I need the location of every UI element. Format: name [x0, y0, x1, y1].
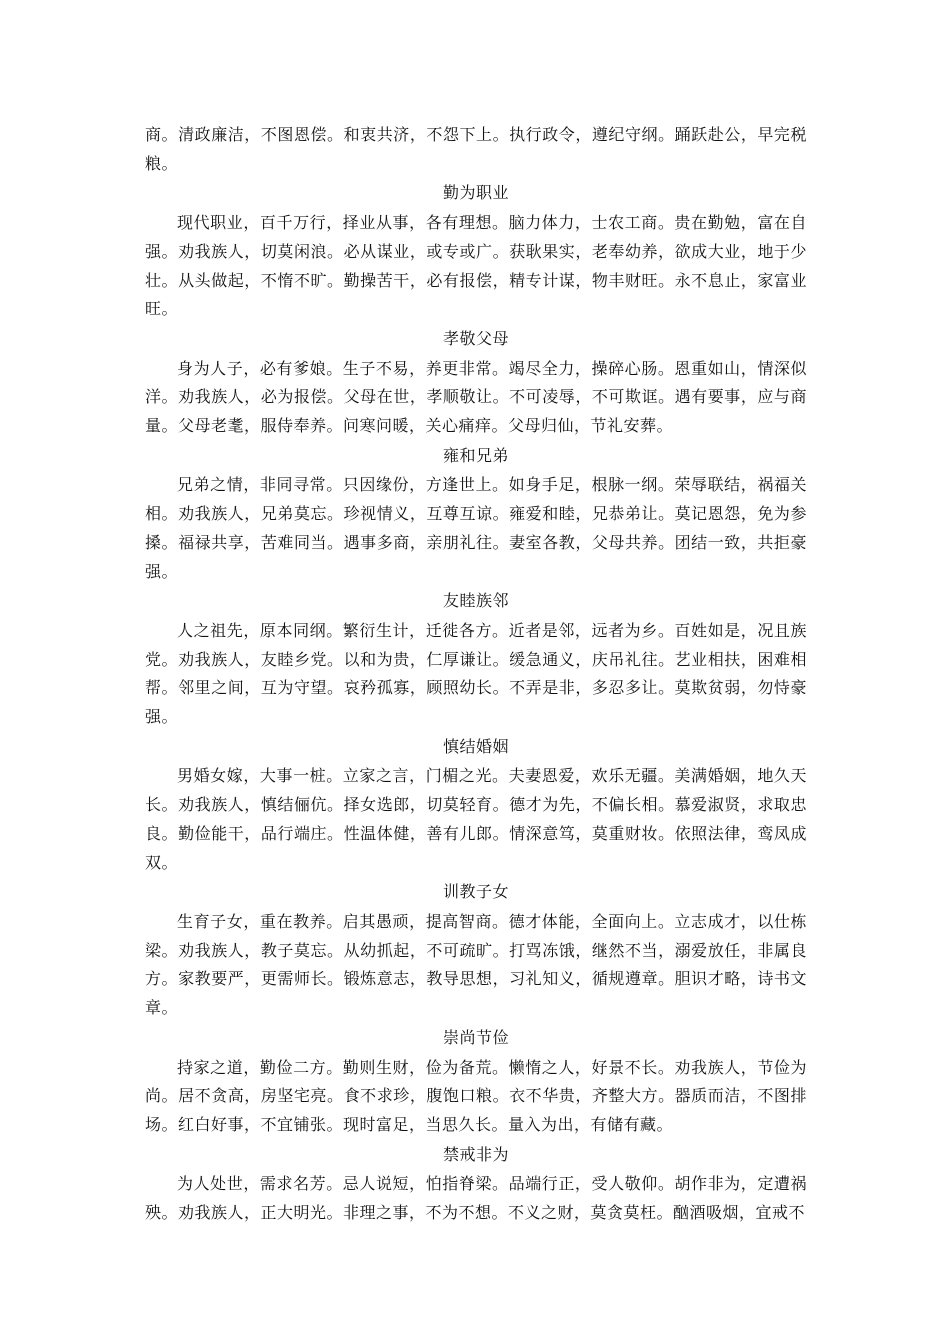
section-shenjie-hunyin: [145, 732, 807, 878]
section-title: 崇尚节俭: [442, 1027, 509, 1047]
document-page: [145, 121, 807, 1228]
section-body: 兄弟之情，非同寻常。只因缘份，方逢世上。如身手足，根脉一纲。荣辱联结，祸福关相。劝我族人，兄弟莫忘。珍视情义，互尊互谅。雍爱和睦，兄恭弟让。莫记恩怨，免为参搡。福禄共享，苦难同当。遇事多商，亲朋礼往。妻室各教，父母共养。团结一致，共拒豪强。: [145, 475, 807, 581]
section-xiaojing-fumu: [145, 324, 807, 441]
section-title: 禁戒非为: [442, 1144, 509, 1164]
section-title: 慎结婚姻: [442, 736, 509, 756]
section-qinwei-zhiye: [145, 178, 807, 324]
section-body: 男婚女嫁，大事一桩。立家之言，门楣之光。夫妻恩爱，欢乐无疆。美满婚姻，地久天长。劝我族人，慎结俪伉。择女选郎，切莫轻育。德才为先，不偏长相。慕爱淑贤，求取忠良。勤俭能干，品行端庄。性温体健，善有儿郎。情深意笃，莫重财妆。依照法律，鸾凤成双。: [145, 766, 807, 872]
section-jinjie-feiwei: [145, 1140, 807, 1228]
section-body: 为人处世，需求名芳。忌人说短，怕指脊梁。品端行正，受人敬仰。胡作非为，定遭祸殃。劝我族人，正大明光。非理之事，不为不想。不义之财，莫贪莫枉。酗酒吸烟，宜戒不: [145, 1174, 807, 1223]
section-body: 人之祖先，原本同纲。繁衍生计，迁徙各方。近者是邻，远者为乡。百姓如是，况且族党。劝我族人，友睦乡党。以和为贵，仁厚谦让。缓急通义，庆吊礼往。艺业相扶，困难相帮。邻里之间，互为守望。哀矜孤寡，顾照幼长。不弄是非，多忍多让。莫欺贫弱，勿恃豪强。: [145, 620, 807, 727]
intro-paragraph: 商。清政廉洁，不图恩偿。和衷共济，不怨下上。执行政令，遵纪守纲。踊跃赴公，早完税粮。: [145, 125, 807, 173]
section-chongshang-jiejian: [145, 1023, 807, 1140]
section-yonghe-xiongdi: [145, 441, 807, 587]
section-xunjiao-zinv: [145, 877, 807, 1023]
section-body: 持家之道，勤俭二方。勤则生财，俭为备荒。懒惰之人，好景不长。劝我族人，节俭为尚。居不贪高，房坚宅亮。食不求珍，腹饱口粮。衣不华贵，齐整大方。器质而洁，不图排场。红白好事，不宜铺张。现时富足，当思久长。量入为出，有储有藏。: [145, 1057, 807, 1134]
section-youmu-zulin: [145, 586, 807, 732]
section-body: 生育子女，重在教养。启其愚顽，提高智商。德才体能，全面向上。立志成才，以仕栋梁。劝我族人，教子莫忘。从幼抓起，不可疏旷。打骂冻饿，继然不当，溺爱放任，非属良方。家教要严，更需师长。锻炼意志，教导思想，习礼知义，循规遵章。胆识才略，诗书文章。: [145, 911, 807, 1018]
section-title: 友睦族邻: [442, 591, 509, 611]
section-body: 身为人子，必有爹娘。生子不易，养更非常。竭尽全力，操碎心肠。恩重如山，情深似洋。劝我族人，必为报偿。父母在世，孝顺敬让。不可凌辱，不可欺诓。遇有要事，应与商量。父母老耄，服侍奉养。问寒问暖，关心痛痒。父母归仙，节礼安葬。: [145, 358, 807, 436]
section-title: 雍和兄弟: [442, 445, 509, 465]
section-body: 现代职业，百千万行，择业从事，各有理想。脑力体力，士农工商。贵在勤勉，富在自强。劝我族人，切莫闲浪。必从谋业，或专或广。获耿果实，老奉幼养，欲成大业，地于少壮。从头做起，不惰不旷。勤操苦干，必有报偿，精专计谋，物丰财旺。永不息止，家富业旺。: [145, 213, 807, 319]
section-title: 勤为职业: [442, 183, 509, 203]
section-title: 训教子女: [442, 882, 509, 902]
section-title: 孝敬父母: [442, 328, 509, 348]
